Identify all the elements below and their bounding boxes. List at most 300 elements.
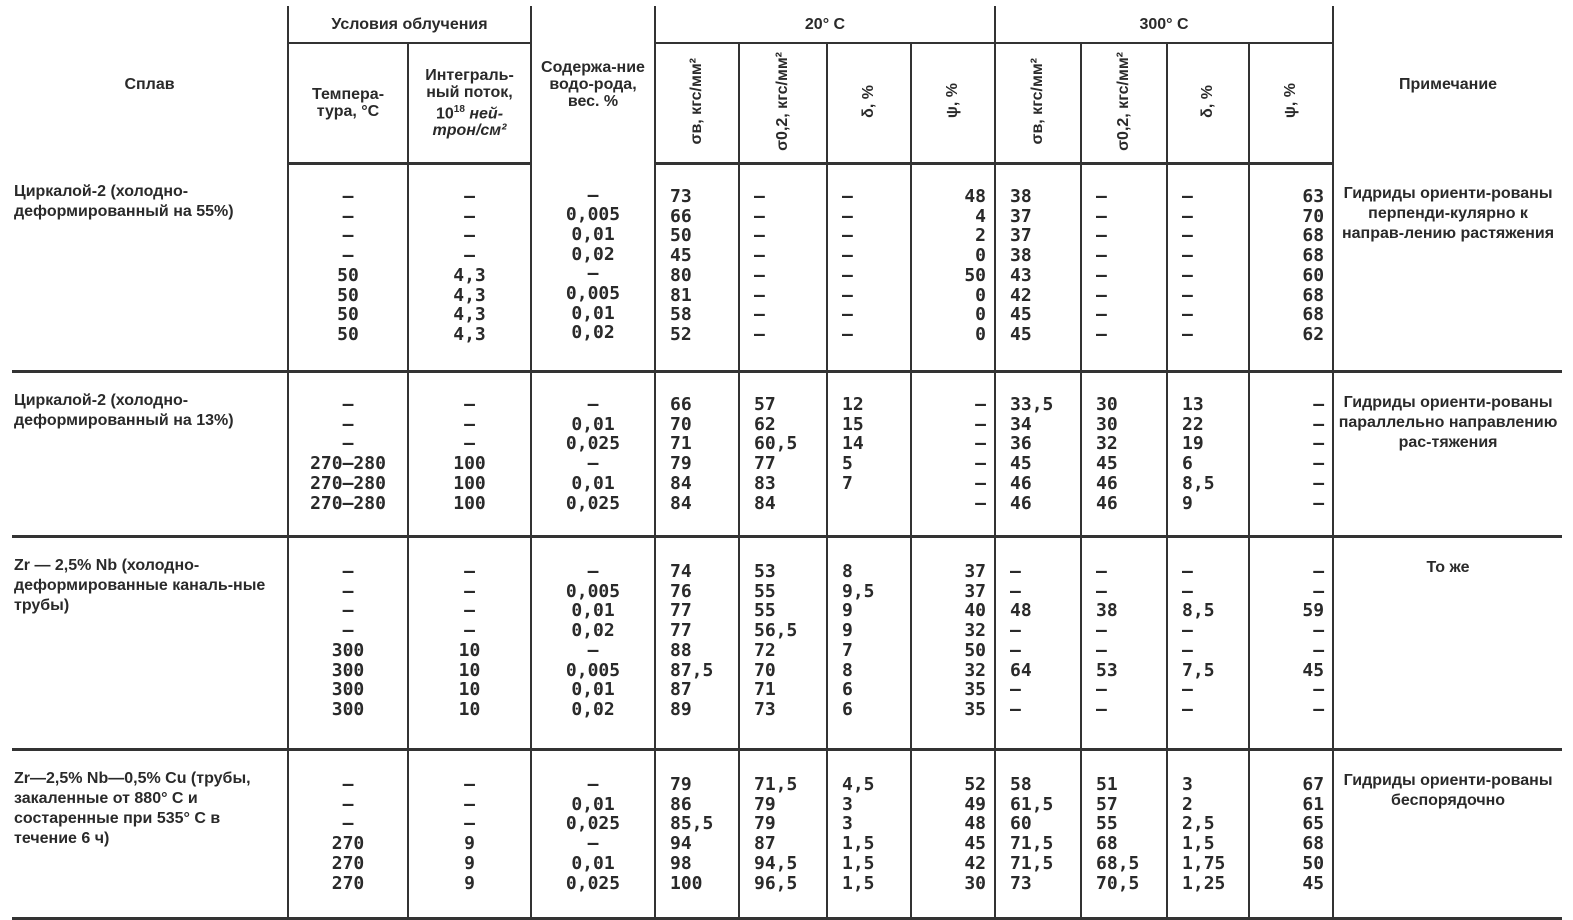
cell-value: 19	[1182, 433, 1204, 455]
cell-value: 68	[1302, 304, 1325, 326]
cell-value: 0,025	[565, 813, 621, 835]
cell-value: 2,5	[1182, 813, 1215, 835]
cell-value: —	[1010, 698, 1021, 720]
cell-value: 79	[670, 453, 692, 475]
properties-table	[12, 6, 1562, 920]
cell-value: 0,025	[565, 492, 621, 514]
cell-value: 6	[842, 698, 853, 720]
cell-value: 50	[337, 264, 359, 286]
cell-value: 2	[1182, 793, 1193, 815]
cell-value: —	[1313, 472, 1325, 494]
cell-value: —	[754, 264, 765, 286]
cell-value: —	[1096, 205, 1107, 227]
t20-psi-header: ψ, %	[911, 43, 995, 164]
cell-value: —	[1096, 639, 1107, 661]
t20-psi-cell	[911, 164, 995, 372]
cell-value: 79	[754, 793, 776, 815]
cell-value: —	[464, 186, 475, 207]
cell-value: 12	[842, 394, 864, 415]
cell-value: —	[342, 600, 354, 622]
cell-value: —	[464, 561, 475, 582]
cell-value: 1,5	[1182, 833, 1215, 855]
cell-value: —	[754, 186, 765, 207]
hydrogen-cell	[531, 372, 655, 537]
cell-value: —	[342, 813, 354, 835]
t300-sigma-02-cell	[1081, 164, 1167, 372]
t300-sigma-02-cell	[1081, 372, 1167, 537]
cell-value: —	[464, 205, 475, 227]
hydrogen-cell	[531, 164, 655, 372]
cell-value: 4	[975, 205, 987, 227]
cell-value: 45	[1010, 453, 1032, 475]
cell-value: 53	[754, 561, 776, 582]
cell-value: 32	[1096, 433, 1118, 455]
cell-value: 77	[670, 620, 692, 642]
cell-value: 4,3	[453, 264, 486, 286]
cell-value: —	[842, 186, 853, 207]
cell-value: 52	[964, 774, 987, 795]
cell-value: 94	[670, 833, 692, 855]
irradiation-group-header: Условия облучения	[288, 6, 531, 43]
cell-value: —	[1313, 620, 1325, 642]
cell-value: —	[754, 323, 765, 345]
cell-value: —	[587, 394, 599, 415]
cell-value: 49	[964, 793, 987, 815]
cell-value: 300	[331, 679, 365, 701]
cell-value: 6	[1182, 453, 1193, 475]
cell-value: 40	[964, 600, 987, 622]
cell-value: 32	[964, 659, 987, 681]
cell-value: 5	[842, 453, 853, 475]
t300-sigma-02-cell	[1081, 750, 1167, 919]
cell-value: —	[1096, 580, 1107, 602]
cell-value: 4,5	[842, 774, 875, 795]
cell-value: 3	[1182, 774, 1193, 795]
cell-value: —	[754, 225, 765, 247]
cell-value: —	[975, 413, 987, 435]
t300-sigma-02-header: σ0,2, кгс/мм²	[1081, 43, 1167, 164]
cell-value: 84	[754, 492, 776, 514]
cell-value: 1,5	[842, 833, 875, 855]
t300-delta-cell	[1167, 537, 1249, 750]
cell-value: —	[342, 580, 354, 602]
cell-value: 100	[453, 453, 486, 475]
cell-value: —	[342, 186, 354, 207]
cell-value: —	[1313, 561, 1325, 582]
cell-value: 60	[1010, 813, 1032, 835]
cell-value: —	[842, 284, 853, 306]
col-alloy-header: Сплав	[124, 76, 175, 94]
cell-value: 81	[670, 284, 692, 306]
cell-value: —	[1096, 245, 1107, 267]
t300-sigma-02-cell	[1081, 537, 1167, 750]
cell-value: —	[1313, 492, 1325, 514]
t20-sigma-b-cell	[655, 372, 739, 537]
cell-value: 70	[670, 413, 692, 435]
cell-value: —	[342, 413, 354, 435]
cell-value: 0,01	[571, 600, 615, 622]
cell-value: 0,01	[571, 472, 615, 494]
cell-value: 50	[337, 284, 359, 306]
t300-sigma-b-cell	[995, 372, 1081, 537]
cell-value: 62	[1302, 323, 1325, 345]
alloy-name: Zr—2,5% Nb—0,5% Cu (трубы, закаленные от 880° С и состаренные при 535° С в течение 6 ч)	[14, 770, 251, 847]
t20-delta-header: δ, %	[827, 43, 911, 164]
cell-value: —	[464, 245, 475, 267]
flux-cell	[408, 372, 531, 537]
cell-value: —	[1182, 698, 1193, 720]
cell-value: 0	[975, 304, 987, 326]
cell-value: —	[1010, 679, 1021, 701]
cell-value: —	[1182, 323, 1193, 345]
cell-value: —	[1182, 284, 1193, 306]
cell-value: —	[1313, 433, 1325, 455]
cell-value: 30	[964, 872, 987, 894]
cell-value: 0,01	[571, 223, 615, 245]
cell-value: 88	[670, 639, 692, 661]
cell-value: 53	[1096, 659, 1118, 681]
cell-value: 300	[331, 639, 365, 661]
cell-value: —	[464, 600, 475, 622]
cell-value: 70	[754, 659, 776, 681]
hydrogen-header: Содержа-ние водо-рода, вес. %	[531, 6, 655, 164]
cell-value: 73	[754, 698, 776, 720]
cell-value: 50	[1302, 852, 1325, 874]
cell-value: 35	[964, 698, 987, 720]
cell-value: 38	[1010, 245, 1032, 267]
cell-value: 68,5	[1096, 852, 1140, 874]
cell-value: 3	[842, 793, 853, 815]
cell-value: 0,005	[565, 580, 621, 602]
cell-value: —	[1182, 205, 1193, 227]
cell-value: 72	[754, 639, 776, 661]
cell-value: 68	[1302, 833, 1325, 855]
cell-value: 4,3	[453, 304, 486, 326]
cell-value: 98	[670, 852, 692, 874]
cell-value: 38	[1096, 600, 1118, 622]
cell-value: 10	[458, 698, 481, 720]
flux-label-5: трон/см²	[432, 122, 507, 140]
cell-value: 9	[842, 620, 853, 642]
cell-value: —	[342, 561, 354, 582]
cell-value: 0	[975, 284, 987, 306]
cell-value: 67	[1302, 774, 1325, 795]
cell-value: 7	[842, 639, 853, 661]
cell-value: 1,75	[1182, 852, 1226, 874]
cell-value: —	[342, 433, 354, 455]
cell-value: —	[1096, 186, 1107, 207]
cell-value: —	[1096, 679, 1107, 701]
cell-value: 71	[754, 679, 776, 701]
cell-value: —	[464, 793, 475, 815]
cell-value: —	[1313, 394, 1325, 415]
cell-value: 42	[964, 852, 987, 874]
cell-value: 100	[670, 872, 703, 894]
cell-value: 3	[842, 813, 853, 835]
cell-value: —	[1182, 225, 1193, 247]
t20-group-header: 20° С	[655, 6, 995, 43]
t20-sigma-02-cell	[739, 372, 827, 537]
cell-value: 0,005	[565, 204, 621, 226]
cell-value: 0,01	[571, 852, 615, 874]
cell-value: —	[342, 245, 354, 267]
cell-value: —	[587, 833, 599, 855]
cell-value: 65	[1302, 813, 1325, 835]
cell-value: 4,3	[453, 323, 486, 345]
t300-delta-cell	[1167, 750, 1249, 919]
note-cell: Гидриды ориенти-рованы перпенди-кулярно к направ-лению растяжения	[1333, 164, 1562, 372]
cell-value: 46	[1010, 492, 1032, 514]
cell-value: 0	[975, 323, 987, 345]
cell-value: —	[1096, 698, 1107, 720]
cell-value: —	[342, 620, 354, 642]
cell-value: 9,5	[842, 580, 875, 602]
cell-value: 22	[1182, 413, 1204, 435]
cell-value: —	[464, 433, 475, 455]
cell-value: 96,5	[754, 872, 798, 894]
cell-value: 51	[1096, 774, 1118, 795]
cell-value: 73	[1010, 872, 1032, 894]
t20-delta-cell	[827, 750, 911, 919]
cell-value: 1,5	[842, 852, 875, 874]
cell-value: 70	[1302, 205, 1325, 227]
cell-value: 13	[1182, 394, 1204, 415]
cell-value: 10	[458, 639, 481, 661]
alloy-name: Циркалой-2 (холодно-деформированный на 55%)	[14, 182, 234, 220]
cell-value: 57	[754, 394, 776, 415]
cell-value: 36	[1010, 433, 1032, 455]
cell-value: 84	[670, 472, 692, 494]
cell-value: —	[842, 264, 853, 286]
cell-value: —	[587, 184, 599, 206]
cell-value: —	[587, 774, 599, 795]
cell-value: 14	[842, 433, 864, 455]
cell-value: 0,005	[565, 659, 621, 681]
table-section	[12, 537, 1562, 750]
cell-value: 270	[331, 852, 365, 874]
cell-value: —	[1313, 580, 1325, 602]
cell-value: 71,5	[1010, 833, 1054, 855]
cell-value: 46	[1096, 492, 1118, 514]
cell-value: —	[1182, 264, 1193, 286]
cell-value: 300	[331, 659, 365, 681]
cell-value: —	[975, 472, 987, 494]
t20-delta-cell	[827, 164, 911, 372]
flux-label-2: ный поток,	[426, 83, 513, 101]
t20-sigma-02-cell	[739, 164, 827, 372]
cell-value: 43	[1010, 264, 1032, 286]
cell-value: 56,5	[754, 620, 798, 642]
cell-value: 48	[964, 813, 987, 835]
cell-value: 76	[670, 580, 692, 602]
cell-value: —	[1313, 679, 1325, 701]
cell-value: —	[1182, 245, 1193, 267]
cell-value: 55	[754, 600, 776, 622]
t300-group-header: 300° С	[995, 6, 1333, 43]
cell-value	[828, 494, 910, 514]
cell-value: —	[1182, 620, 1193, 642]
cell-value: —	[1096, 561, 1107, 582]
t20-sigma-b-cell	[655, 537, 739, 750]
cell-value: 8	[842, 561, 853, 582]
note-header: Примечание	[1333, 6, 1562, 164]
note-cell: Гидриды ориенти-рованы беспорядочно	[1333, 750, 1562, 919]
cell-value: 9	[464, 833, 475, 855]
cell-value: —	[587, 639, 599, 661]
cell-value: —	[1096, 304, 1107, 326]
cell-value: —	[842, 323, 853, 345]
cell-value: 15	[842, 413, 864, 435]
cell-value: 68	[1302, 284, 1325, 306]
cell-value: 7,5	[1182, 659, 1215, 681]
note-cell: Гидриды ориенти-рованы параллельно направлению рас-тяжения	[1333, 372, 1562, 537]
cell-value: —	[1182, 561, 1193, 582]
t300-delta-header: δ, %	[1167, 43, 1249, 164]
cell-value: 100	[453, 492, 486, 514]
cell-value: —	[464, 813, 475, 835]
cell-value: —	[1182, 679, 1193, 701]
cell-value: 2	[975, 225, 987, 247]
cell-value: 94,5	[754, 852, 798, 874]
cell-value: 37	[964, 561, 987, 582]
cell-value: 0,02	[571, 322, 615, 344]
cell-value: —	[464, 580, 475, 602]
cell-value: —	[1096, 264, 1107, 286]
cell-value: 55	[1096, 813, 1118, 835]
cell-value: 35	[964, 679, 987, 701]
t20-delta-cell	[827, 372, 911, 537]
cell-value: 79	[670, 774, 692, 795]
t300-psi-cell	[1249, 372, 1333, 537]
flux-cell	[408, 750, 531, 919]
cell-value: 10	[458, 659, 481, 681]
cell-value: 71,5	[1010, 852, 1054, 874]
cell-value: —	[464, 394, 475, 415]
t300-sigma-b-cell	[995, 164, 1081, 372]
cell-value: 60	[1302, 264, 1325, 286]
temperature-cell	[288, 750, 408, 919]
t300-psi-cell	[1249, 750, 1333, 919]
t20-sigma-b-header: σв, кгс/мм²	[655, 43, 739, 164]
flux-header	[408, 43, 531, 164]
cell-value: 9	[464, 872, 475, 894]
cell-value: 57	[1096, 793, 1118, 815]
cell-value: 8,5	[1182, 472, 1215, 494]
temperature-cell	[288, 164, 408, 372]
cell-value: —	[842, 205, 853, 227]
cell-value: —	[1010, 639, 1021, 661]
cell-value: 9	[1182, 492, 1193, 514]
cell-value: 77	[754, 453, 776, 475]
cell-value: —	[1010, 620, 1021, 642]
cell-value: —	[842, 245, 853, 267]
cell-value: 45	[964, 833, 987, 855]
cell-value: 58	[670, 304, 692, 326]
cell-value: 50	[337, 304, 359, 326]
cell-value: —	[842, 225, 853, 247]
cell-value: 10	[458, 679, 481, 701]
cell-value: 66	[670, 205, 692, 227]
cell-value: 33,5	[1010, 394, 1054, 415]
cell-value: 46	[1010, 472, 1032, 494]
cell-value: —	[975, 394, 987, 415]
cell-value: 0,01	[571, 302, 615, 324]
cell-value: —	[754, 245, 765, 267]
cell-value: 68	[1096, 833, 1118, 855]
cell-value: 0,025	[565, 433, 621, 455]
cell-value: 4,3	[453, 284, 486, 306]
cell-value: 48	[964, 186, 987, 207]
cell-value: 37	[1010, 225, 1032, 247]
temperature-cell	[288, 372, 408, 537]
alloy-name: Циркалой-2 (холодно-деформированный на 13%)	[14, 392, 234, 429]
t300-psi-cell	[1249, 537, 1333, 750]
t300-sigma-b-cell	[995, 750, 1081, 919]
cell-value: —	[1313, 413, 1325, 435]
cell-value: —	[754, 304, 765, 326]
cell-value: —	[1182, 186, 1193, 207]
cell-value: 86	[670, 793, 692, 815]
flux-label-4: ней-	[464, 105, 504, 123]
cell-value: 48	[1010, 600, 1032, 622]
cell-value: 60,5	[754, 433, 798, 455]
cell-value: 61,5	[1010, 793, 1054, 815]
cell-value: —	[1010, 580, 1021, 602]
cell-value: 270—280	[310, 472, 386, 494]
cell-value: 80	[670, 264, 692, 286]
cell-value: 45	[1302, 872, 1325, 894]
cell-value: 84	[670, 492, 692, 514]
cell-value: —	[342, 394, 354, 415]
cell-value: —	[1096, 284, 1107, 306]
cell-value: 0,02	[571, 243, 615, 265]
cell-value: 61	[1302, 793, 1325, 815]
t300-delta-cell	[1167, 372, 1249, 537]
cell-value: 7	[842, 472, 853, 494]
cell-value: 37	[964, 580, 987, 602]
cell-value: 50	[964, 264, 987, 286]
cell-value: —	[587, 453, 599, 475]
t20-sigma-02-cell	[739, 537, 827, 750]
cell-value: —	[975, 453, 987, 475]
cell-value: 59	[1302, 600, 1325, 622]
cell-value: 74	[670, 561, 692, 582]
cell-value: 42	[1010, 284, 1032, 306]
cell-value: 9	[464, 852, 475, 874]
cell-value: 64	[1010, 659, 1032, 681]
hydrogen-cell	[531, 750, 655, 919]
cell-value: 1,5	[842, 872, 875, 894]
t20-delta-cell	[827, 537, 911, 750]
cell-value: 37	[1010, 205, 1032, 227]
t20-sigma-02-header: σ0,2, кгс/мм²	[739, 43, 827, 164]
t300-psi-header: ψ, %	[1249, 43, 1333, 164]
cell-value: 55	[754, 580, 776, 602]
cell-value: —	[1182, 580, 1193, 602]
t20-sigma-b-cell	[655, 750, 739, 919]
cell-value: 85,5	[670, 813, 714, 835]
cell-value: 0,01	[571, 793, 615, 815]
table-section	[12, 164, 1562, 372]
cell-value: 8	[842, 659, 853, 681]
cell-value: —	[342, 774, 354, 795]
cell-value: 0	[975, 245, 987, 267]
cell-value: —	[1313, 453, 1325, 475]
hydrogen-cell	[531, 537, 655, 750]
cell-value: 45	[1010, 323, 1032, 345]
temperature-cell	[288, 537, 408, 750]
cell-value: 62	[754, 413, 776, 435]
